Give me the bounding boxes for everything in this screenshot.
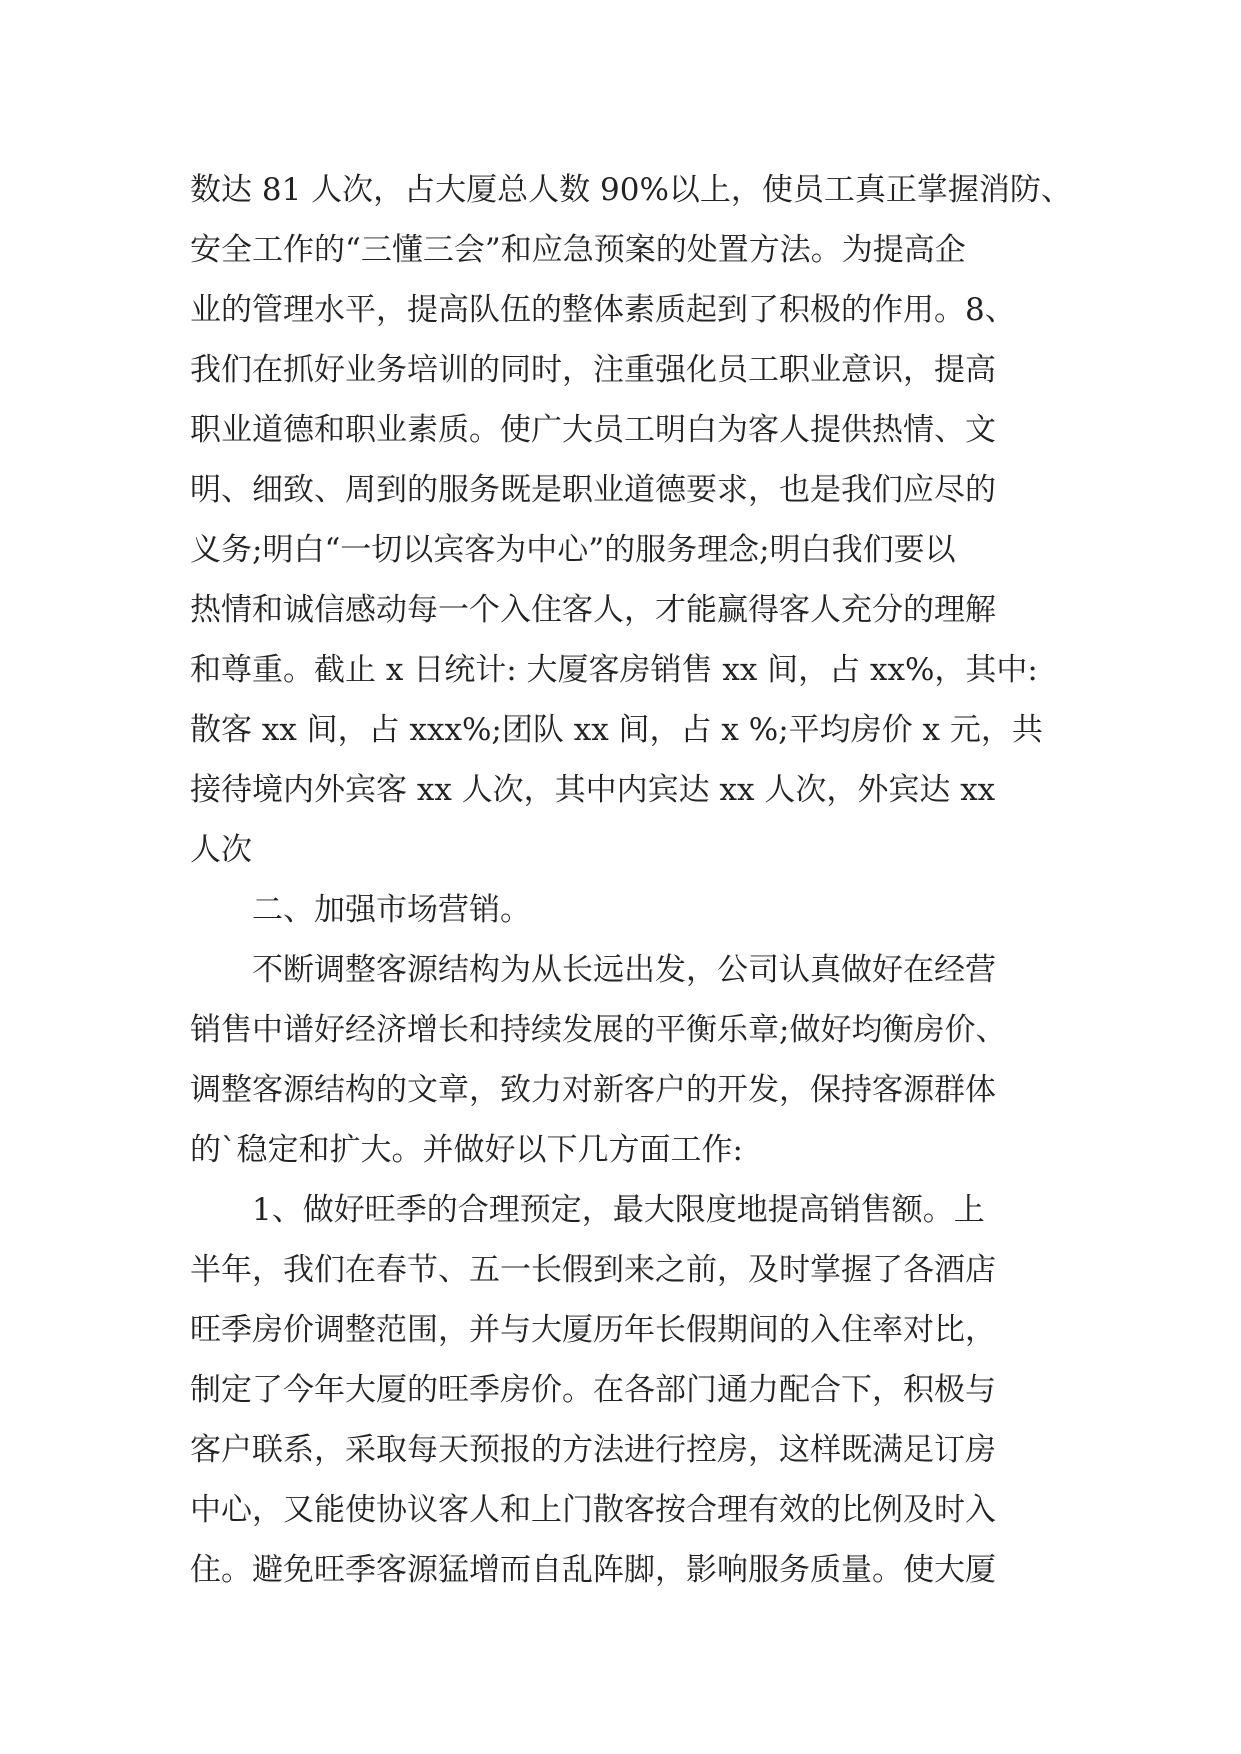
text-line-8: 热情和诚信感动每一个入住客人，才能赢得客人充分的理解 bbox=[190, 592, 996, 628]
text-line-21: 制定了今年大厦的旺季房价。在各部门通力配合下，积极与 bbox=[190, 1372, 996, 1408]
document-body bbox=[190, 160, 1072, 1600]
text-line-9: 和尊重。截止 x 日统计: 大厦客房销售 xx 间，占 xx%，其中: bbox=[190, 652, 1038, 688]
text-line-4: 我们在抓好业务培训的同时，注重强化员工职业意识，提高 bbox=[190, 352, 996, 388]
text-line-24: 住。避免旺季客源猛增而自乱阵脚，影响服务质量。使大厦 bbox=[190, 1552, 996, 1588]
text-line-7: 义务;明白“一切以宾客为中心”的服务理念;明白我们要以 bbox=[190, 532, 956, 568]
text-line-11: 接待境内外宾客 xx 人次，其中内宾达 xx 人次，外宾达 xx bbox=[190, 772, 996, 808]
text-line-14: 不断调整客源结构为从长远出发，公司认真做好在经营 bbox=[252, 952, 996, 988]
text-line-16: 调整客源结构的文章，致力对新客户的开发，保持客源群体 bbox=[190, 1072, 996, 1108]
text-line-12: 人次 bbox=[190, 832, 252, 868]
text-line-5: 职业道德和职业素质。使广大员工明白为客人提供热情、文 bbox=[190, 412, 996, 448]
text-line-18: 1、做好旺季的合理预定，最大限度地提高销售额。上 bbox=[252, 1192, 985, 1228]
text-line-3: 业的管理水平，提高队伍的整体素质起到了积极的作用。8、 bbox=[190, 292, 1016, 328]
text-line-19: 半年，我们在春节、五一长假到来之前，及时掌握了各酒店 bbox=[190, 1252, 996, 1288]
text-line-20: 旺季房价调整范围，并与大厦历年长假期间的入住率对比， bbox=[190, 1312, 996, 1348]
section-heading: 二、加强市场营销。 bbox=[252, 892, 531, 928]
text-line-15: 销售中谱好经济增长和持续发展的平衡乐章;做好均衡房价、 bbox=[190, 1012, 1007, 1048]
text-line-17: 的`稳定和扩大。并做好以下几方面工作: bbox=[190, 1132, 743, 1168]
text-line-22: 客户联系，采取每天预报的方法进行控房，这样既满足订房 bbox=[190, 1432, 996, 1468]
text-line-23: 中心，又能使协议客人和上门散客按合理有效的比例及时入 bbox=[190, 1492, 996, 1528]
text-line-10: 散客 xx 间，占 xxx%;团队 xx 间，占 x %;平均房价 x 元，共 bbox=[190, 712, 1043, 748]
text-line-2: 安全工作的“三懂三会”和应急预案的处置方法。为提高企 bbox=[190, 232, 966, 268]
text-line-1: 数达 81 人次，占大厦总人数 90%以上，使员工真正掌握消防、 bbox=[190, 172, 1072, 208]
text-line-6: 明、细致、周到的服务既是职业道德要求，也是我们应尽的 bbox=[190, 472, 996, 508]
